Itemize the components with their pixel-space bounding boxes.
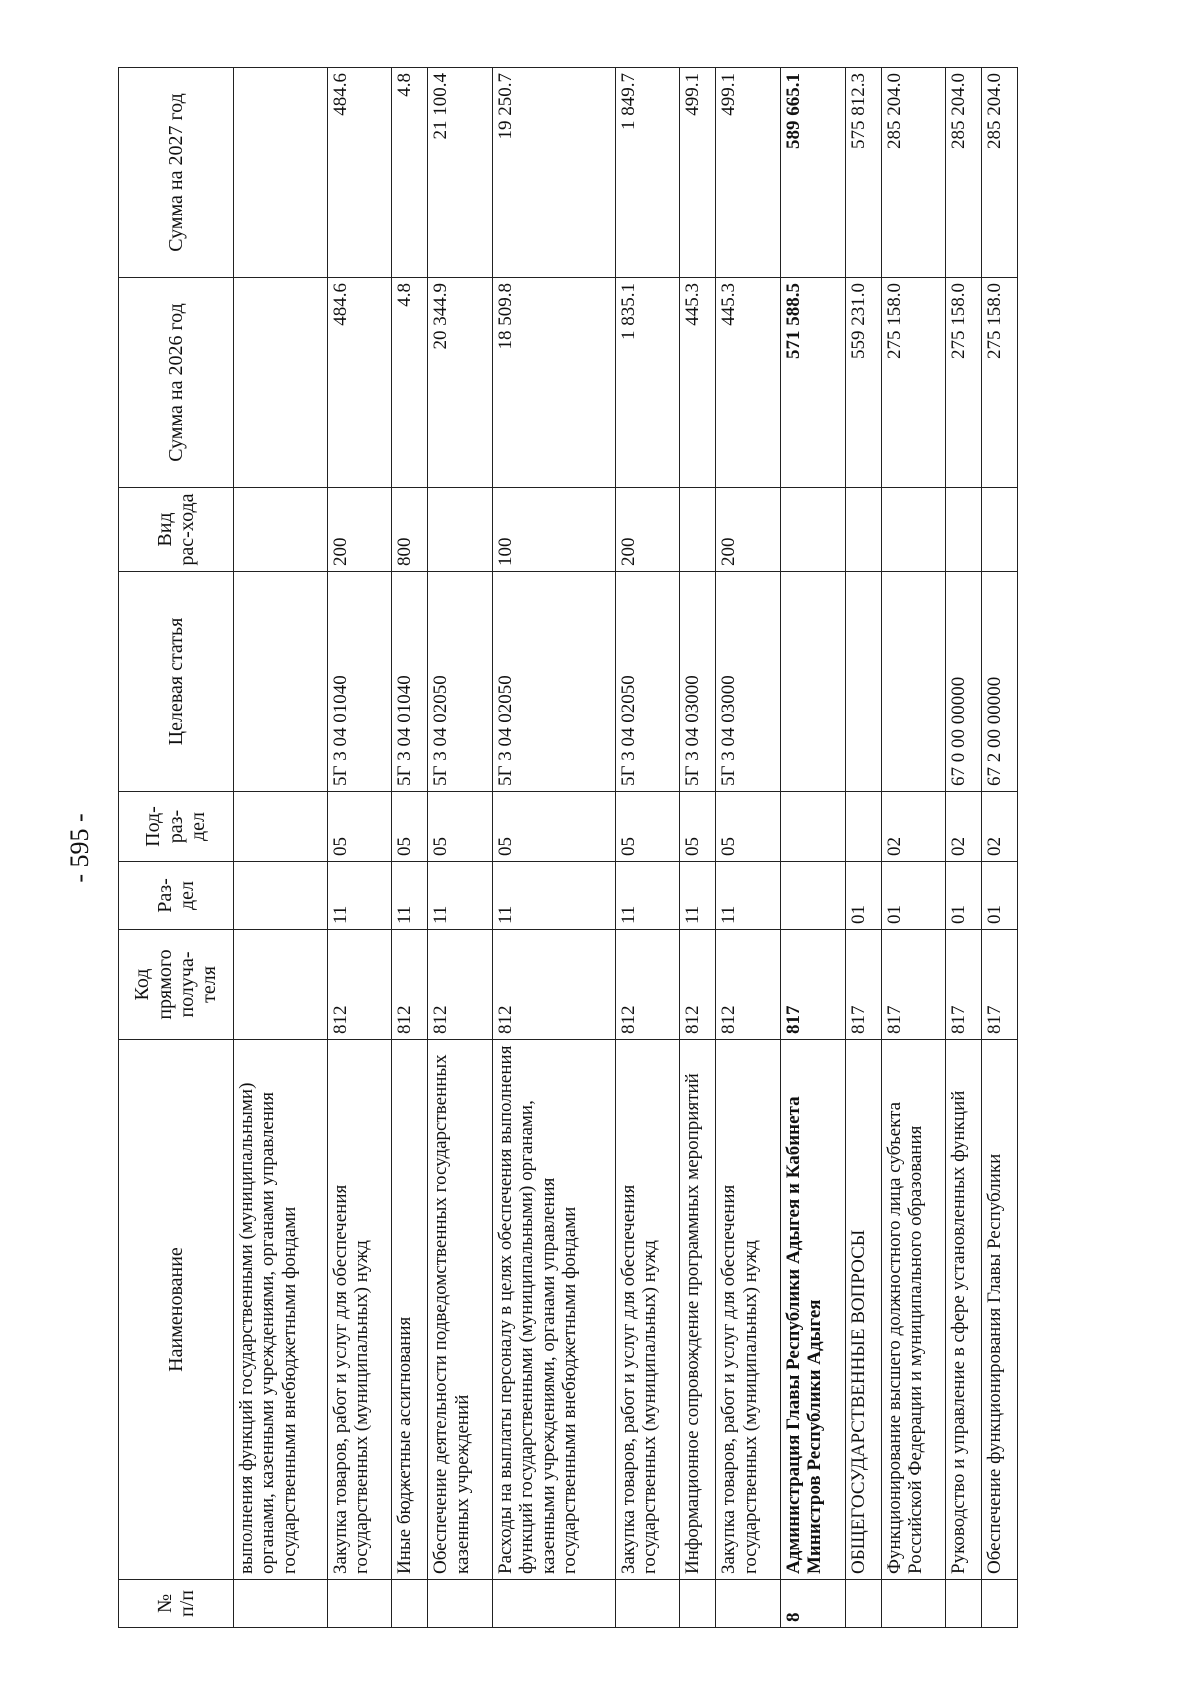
cell-target-item: 67 2 00 00000	[982, 572, 1018, 792]
cell-expense-type	[680, 488, 716, 572]
page-number: - 595 -	[65, 813, 94, 883]
cell-expense-type	[982, 488, 1018, 572]
budget-table-sheet	[118, 68, 1018, 1628]
cell-expense-type	[946, 488, 982, 572]
cell-no	[493, 1580, 616, 1628]
cell-expense-type: 100	[493, 488, 616, 572]
table-row	[680, 68, 716, 1628]
cell-no	[845, 1580, 881, 1628]
cell-sum-2027: 499.1	[680, 68, 716, 278]
table-row	[428, 68, 493, 1628]
table-row	[327, 68, 392, 1628]
table-row	[615, 68, 680, 1628]
cell-name: Обеспечение функционирования Главы Республики	[982, 1040, 1018, 1580]
cell-target-item: 5Г 3 04 02050	[615, 572, 680, 792]
cell-no	[716, 1580, 781, 1628]
header-name: Наименование	[119, 1040, 234, 1580]
cell-recipient-code: 817	[946, 930, 982, 1040]
header-section: Раз-дел	[119, 862, 234, 930]
cell-subsection: 02	[982, 792, 1018, 862]
table-row	[946, 68, 982, 1628]
cell-subsection: 05	[615, 792, 680, 862]
cell-sum-2026: 275 158.0	[881, 278, 946, 488]
cell-no	[881, 1580, 946, 1628]
cell-no	[946, 1580, 982, 1628]
cell-expense-type: 800	[392, 488, 428, 572]
cell-target-item	[881, 572, 946, 792]
cell-target-item: 5Г 3 04 02050	[493, 572, 616, 792]
cell-expense-type	[234, 488, 328, 572]
cell-recipient-code: 812	[327, 930, 392, 1040]
cell-sum-2027: 575 812.3	[845, 68, 881, 278]
cell-name: Руководство и управление в сфере установленных функций	[946, 1040, 982, 1580]
cell-subsection	[845, 792, 881, 862]
cell-recipient-code: 817	[881, 930, 946, 1040]
table-body	[234, 68, 1018, 1628]
cell-no	[982, 1580, 1018, 1628]
cell-name: Иные бюджетные ассигнования	[392, 1040, 428, 1580]
cell-subsection: 05	[680, 792, 716, 862]
table-row	[781, 68, 846, 1628]
table-row	[982, 68, 1018, 1628]
cell-sum-2027: 499.1	[716, 68, 781, 278]
cell-sum-2026: 18 509.8	[493, 278, 616, 488]
cell-sum-2027: 484.6	[327, 68, 392, 278]
cell-section: 11	[493, 862, 616, 930]
cell-no: 8	[781, 1580, 846, 1628]
cell-section: 11	[680, 862, 716, 930]
cell-recipient-code: 812	[428, 930, 493, 1040]
cell-sum-2026: 1 835.1	[615, 278, 680, 488]
cell-target-item	[781, 572, 846, 792]
cell-no	[428, 1580, 493, 1628]
cell-sum-2026: 571 588.5	[781, 278, 846, 488]
cell-name: Закупка товаров, работ и услуг для обеспечения государственных (муниципальных) нужд	[716, 1040, 781, 1580]
cell-sum-2026: 275 158.0	[982, 278, 1018, 488]
cell-sum-2026: 20 344.9	[428, 278, 493, 488]
header-sum-2027: Сумма на 2027 год	[119, 68, 234, 278]
budget-table	[118, 67, 1018, 1628]
cell-sum-2026: 484.6	[327, 278, 392, 488]
cell-sum-2027: 21 100.4	[428, 68, 493, 278]
cell-target-item: 67 0 00 00000	[946, 572, 982, 792]
cell-name: Закупка товаров, работ и услуг для обеспечения государственных (муниципальных) нужд	[327, 1040, 392, 1580]
cell-sum-2026: 4.8	[392, 278, 428, 488]
cell-no	[680, 1580, 716, 1628]
cell-expense-type	[781, 488, 846, 572]
cell-sum-2027: 589 665.1	[781, 68, 846, 278]
cell-target-item: 5Г 3 04 01040	[392, 572, 428, 792]
cell-subsection: 05	[716, 792, 781, 862]
cell-name: ОБЩЕГОСУДАРСТВЕННЫЕ ВОПРОСЫ	[845, 1040, 881, 1580]
cell-recipient-code: 817	[982, 930, 1018, 1040]
cell-recipient-code	[234, 930, 328, 1040]
cell-name: Администрация Главы Республики Адыгея и Кабинета Министров Республики Адыгея	[781, 1040, 846, 1580]
cell-subsection	[234, 792, 328, 862]
cell-name: Функционирование высшего должностного лица субъекта Российской Федерации и муниципального образования	[881, 1040, 946, 1580]
cell-sum-2026: 559 231.0	[845, 278, 881, 488]
cell-sum-2027: 285 204.0	[946, 68, 982, 278]
cell-expense-type: 200	[615, 488, 680, 572]
cell-sum-2026: 445.3	[716, 278, 781, 488]
cell-name: выполнения функций государственными (муниципальными) органами, казенными учреждениями, органами управления государственными внебюджетными фондами	[234, 1040, 328, 1580]
header-subsection: Под-раз-дел	[119, 792, 234, 862]
cell-name: Обеспечение деятельности подведомственных государственных казенных учреждений	[428, 1040, 493, 1580]
cell-section	[234, 862, 328, 930]
cell-target-item: 5Г 3 04 03000	[716, 572, 781, 792]
cell-sum-2027: 285 204.0	[881, 68, 946, 278]
cell-recipient-code: 812	[392, 930, 428, 1040]
cell-target-item: 5Г 3 04 03000	[680, 572, 716, 792]
cell-name: Закупка товаров, работ и услуг для обеспечения государственных (муниципальных) нужд	[615, 1040, 680, 1580]
cell-expense-type: 200	[716, 488, 781, 572]
cell-expense-type	[845, 488, 881, 572]
cell-section: 01	[982, 862, 1018, 930]
cell-sum-2027	[234, 68, 328, 278]
cell-expense-type	[881, 488, 946, 572]
cell-subsection: 05	[327, 792, 392, 862]
cell-no	[234, 1580, 328, 1628]
table-row	[493, 68, 616, 1628]
header-sum-2026: Сумма на 2026 год	[119, 278, 234, 488]
cell-subsection	[781, 792, 846, 862]
cell-no	[615, 1580, 680, 1628]
cell-section: 01	[881, 862, 946, 930]
cell-subsection: 05	[428, 792, 493, 862]
cell-subsection: 02	[881, 792, 946, 862]
cell-no	[392, 1580, 428, 1628]
cell-section: 01	[845, 862, 881, 930]
cell-recipient-code: 812	[680, 930, 716, 1040]
cell-target-item	[234, 572, 328, 792]
cell-target-item	[845, 572, 881, 792]
cell-no	[327, 1580, 392, 1628]
header-recipient-code: Код прямого получа-теля	[119, 930, 234, 1040]
header-target-item: Целевая статья	[119, 572, 234, 792]
table-row	[881, 68, 946, 1628]
cell-recipient-code: 812	[716, 930, 781, 1040]
cell-sum-2026	[234, 278, 328, 488]
header-expense-type: Вид рас-хода	[119, 488, 234, 572]
table-row	[234, 68, 328, 1628]
cell-name: Информационное сопровождение программных мероприятий	[680, 1040, 716, 1580]
cell-section: 11	[716, 862, 781, 930]
header-no: № п/п	[119, 1580, 234, 1628]
cell-section: 01	[946, 862, 982, 930]
cell-sum-2027: 4.8	[392, 68, 428, 278]
cell-subsection: 05	[493, 792, 616, 862]
cell-section: 11	[392, 862, 428, 930]
table-row	[716, 68, 781, 1628]
cell-recipient-code: 812	[493, 930, 616, 1040]
cell-sum-2027: 1 849.7	[615, 68, 680, 278]
cell-subsection: 05	[392, 792, 428, 862]
cell-sum-2027: 19 250.7	[493, 68, 616, 278]
cell-recipient-code: 817	[781, 930, 846, 1040]
cell-sum-2026: 445.3	[680, 278, 716, 488]
cell-section	[781, 862, 846, 930]
table-row	[845, 68, 881, 1628]
cell-expense-type: 200	[327, 488, 392, 572]
cell-target-item: 5Г 3 04 02050	[428, 572, 493, 792]
cell-section: 11	[615, 862, 680, 930]
cell-target-item: 5Г 3 04 01040	[327, 572, 392, 792]
cell-recipient-code: 812	[615, 930, 680, 1040]
cell-recipient-code: 817	[845, 930, 881, 1040]
table-header	[119, 68, 234, 1628]
cell-subsection: 02	[946, 792, 982, 862]
cell-name: Расходы на выплаты персоналу в целях обеспечения выполнения функций государственными (муниципальными) органами, казенными учреждениями, органами управления государственными внебюджетными фондами	[493, 1040, 616, 1580]
table-row	[392, 68, 428, 1628]
cell-sum-2027: 285 204.0	[982, 68, 1018, 278]
cell-section: 11	[428, 862, 493, 930]
cell-sum-2026: 275 158.0	[946, 278, 982, 488]
cell-section: 11	[327, 862, 392, 930]
cell-expense-type	[428, 488, 493, 572]
